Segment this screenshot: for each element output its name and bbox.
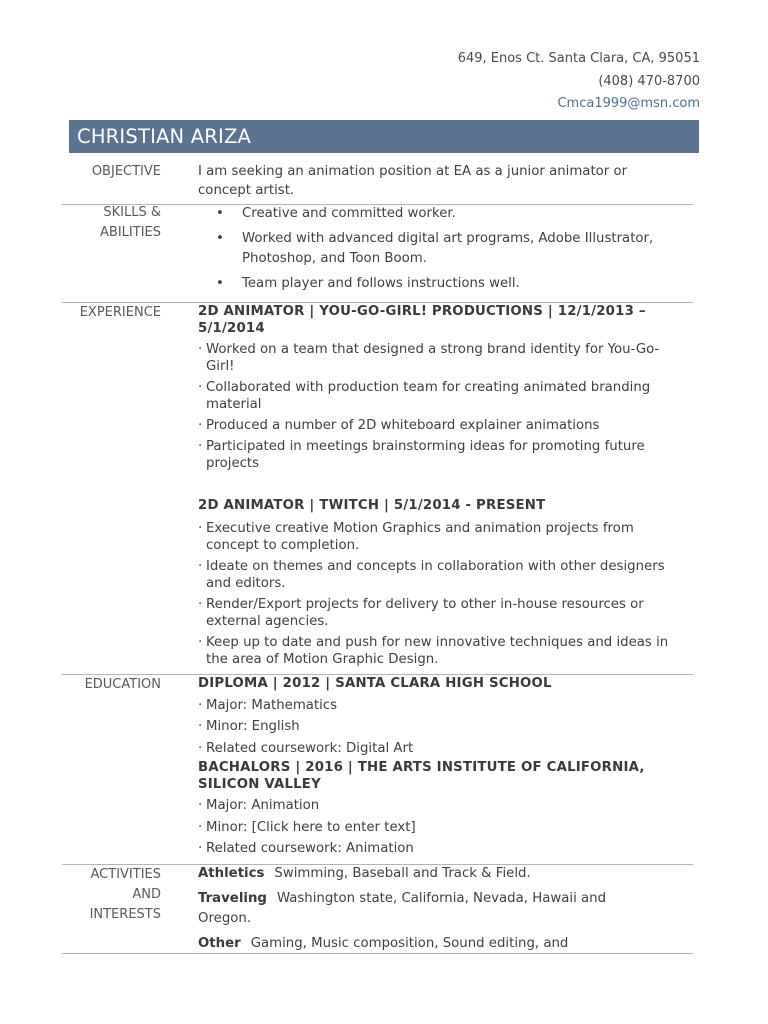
skills-label	[62, 203, 161, 243]
job-entry	[198, 304, 692, 472]
activities-content	[198, 864, 692, 959]
duty-line: Collaborated with production team for creating animated branding	[206, 380, 651, 395]
skills-label-line: ABILITIES	[100, 225, 161, 240]
duty-line: material	[206, 397, 262, 412]
experience-content	[198, 304, 692, 672]
bullet-icon: ·	[198, 558, 203, 574]
activities-label-line: INTERESTS	[89, 907, 161, 922]
experience-section	[62, 302, 693, 675]
education-label: EDUCATION	[84, 677, 161, 692]
objective-section	[62, 160, 693, 204]
skills-list	[198, 204, 692, 299]
objective-text	[198, 162, 692, 200]
school-entry	[198, 676, 692, 758]
job-duty	[198, 379, 692, 413]
skill-item	[198, 204, 692, 224]
education-detail	[198, 796, 692, 815]
duty-line: Keep up to date and push for new innovative techniques and ideas in	[206, 634, 669, 650]
school-title: BACHALORS | 2016 | THE ARTS INSTITUTE OF CALIFORNIA,	[198, 760, 645, 775]
candidate-name: CHRISTIAN ARIZA	[77, 125, 252, 148]
activities-label-line: ACTIVITIES	[90, 867, 161, 882]
bullet-icon: ·	[198, 740, 203, 756]
detail-text: Major: Animation	[206, 798, 320, 813]
job-duty	[198, 341, 692, 375]
phone: (408) 470-8700	[598, 73, 700, 89]
name-banner	[69, 120, 699, 153]
school-title: DIPLOMA | 2012 | SANTA CLARA HIGH SCHOOL	[198, 676, 552, 691]
education-detail	[198, 739, 692, 758]
bullet-icon: ·	[198, 596, 203, 612]
detail-text[interactable]: Minor: [Click here to enter text]	[206, 819, 416, 835]
activity-head: Athletics	[198, 866, 265, 881]
education-detail	[198, 717, 692, 736]
bullet-icon: •	[216, 231, 224, 246]
bullet-icon: ·	[198, 798, 203, 813]
duty-line: concept to completion.	[206, 537, 360, 553]
activities-section	[62, 864, 693, 954]
activity-item	[198, 864, 692, 884]
job-title: 5/1/2014	[198, 320, 265, 336]
skill-item	[198, 229, 692, 269]
bullet-icon: ·	[198, 634, 203, 650]
detail-text: Minor: English	[206, 719, 300, 734]
skill-line: Photoshop, and Toon Boom.	[242, 251, 427, 266]
detail-text: Major: Mathematics	[206, 697, 338, 713]
bullet-icon: •	[216, 206, 224, 221]
job-duty	[198, 634, 692, 668]
contact-info	[458, 48, 700, 116]
job-duty	[198, 596, 692, 630]
activity-text: Gaming, Music composition, Sound editing, and	[250, 936, 569, 951]
duty-line: external agencies.	[206, 613, 329, 629]
duty-line: Executive creative Motion Graphics and animation projects from	[206, 520, 634, 536]
detail-text: Related coursework: Animation	[206, 841, 414, 856]
job-duty	[198, 558, 692, 592]
objective-label: OBJECTIVE	[91, 164, 161, 179]
address: 649, Enos Ct. Santa Clara, CA, 95051	[457, 51, 700, 66]
school-title: SILICON VALLEY	[198, 776, 321, 792]
detail-text: Related coursework: Digital Art	[206, 740, 414, 756]
job-title: 2D ANIMATOR | TWITCH | 5/1/2014 - PRESENT	[198, 498, 546, 513]
email-link[interactable]: Cmca1999@msn.com	[557, 96, 700, 111]
education-detail	[198, 839, 692, 858]
job-duty	[198, 417, 692, 434]
bullet-icon: ·	[198, 439, 203, 454]
skill-line: Team player and follows instructions well.	[242, 276, 520, 291]
bullet-icon: ·	[198, 697, 203, 713]
skills-section	[62, 204, 693, 303]
bullet-icon: ·	[198, 841, 203, 856]
activity-item	[198, 889, 692, 929]
job-duty	[198, 438, 692, 472]
activity-item	[198, 934, 692, 954]
skill-line: Creative and committed worker.	[242, 206, 456, 221]
duty-line: Girl!	[206, 359, 235, 374]
education-detail	[198, 696, 692, 715]
bullet-icon: ·	[198, 520, 203, 536]
job-entry	[198, 498, 692, 668]
duty-line: Produced a number of 2D whiteboard explainer animations	[206, 418, 600, 433]
education-content	[198, 676, 692, 861]
activity-text: Washington state, California, Nevada, Hawaii and	[276, 891, 607, 906]
duty-line: Worked on a team that designed a strong brand identity for You-Go-	[206, 342, 660, 357]
experience-label: EXPERIENCE	[79, 305, 161, 320]
duty-line: and editors.	[206, 575, 286, 591]
objective-line: concept artist.	[198, 183, 295, 198]
bullet-icon: ·	[198, 819, 203, 835]
duty-line: projects	[206, 456, 260, 471]
section-divider	[62, 953, 693, 954]
objective-line: I am seeking an animation position at EA as a junior animator or	[198, 164, 628, 179]
duty-line: Render/Export projects for delivery to other in-house resources or	[206, 596, 644, 612]
skills-label-line: SKILLS &	[103, 205, 161, 220]
activity-text: Swimming, Baseball and Track & Field.	[274, 866, 531, 881]
activity-head: Traveling	[198, 891, 267, 906]
bullet-icon: ·	[198, 380, 203, 395]
skill-line: Worked with advanced digital art programs, Adobe Illustrator,	[242, 231, 654, 246]
bullet-icon: •	[216, 276, 224, 291]
bullet-icon: ·	[198, 418, 203, 433]
school-entry	[198, 760, 692, 858]
skill-item	[198, 274, 692, 294]
duty-line: Participated in meetings brainstorming ideas for promoting future	[206, 439, 645, 454]
duty-line: Ideate on themes and concepts in collaboration with other designers	[206, 558, 665, 574]
duty-line: the area of Motion Graphic Design.	[206, 651, 439, 667]
education-detail	[198, 818, 692, 837]
bullet-icon: ·	[198, 719, 203, 734]
education-section	[62, 674, 693, 865]
activity-text: Oregon.	[198, 911, 252, 926]
activity-head: Other	[198, 936, 241, 951]
job-title: 2D ANIMATOR | YOU-GO-GIRL! PRODUCTIONS | 12/1/2013 –	[198, 304, 646, 319]
activities-label-line: AND	[132, 887, 161, 902]
activities-label	[62, 865, 161, 925]
job-duty	[198, 520, 692, 554]
bullet-icon: ·	[198, 342, 203, 357]
